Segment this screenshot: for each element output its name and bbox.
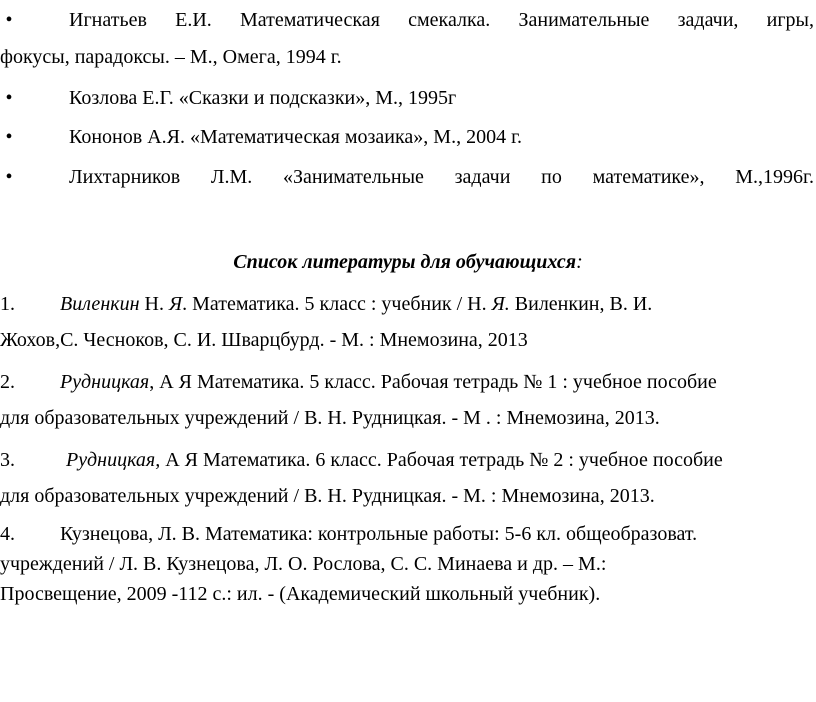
bullet-marker: • — [5, 9, 13, 31]
reference-item-3 — [0, 442, 814, 514]
section-title-text: Список литературы для обучающихся — [233, 251, 577, 273]
reference-text: , А Я Математика. 5 класс. Рабочая тетрадь № 1 : учебное пособие — [149, 371, 717, 393]
bullet-text-line1: Игнатьев Е.И. Математическая смекалка. Занимательные задачи, игры, — [69, 9, 814, 31]
bullet-marker: • — [5, 126, 13, 148]
reference-initials: Н. — [139, 293, 169, 315]
reference-line-2: учреждений / Л. В. Кузнецова, Л. О. Рослова, С. С. Минаева и др. – М.: — [0, 553, 607, 575]
bullet-text-line2: фокусы, парадоксы. – М., Омега, 1994 г. — [0, 46, 342, 68]
reference-item-4 — [0, 519, 814, 609]
bullet-text-line1: Лихтарников Л.М. «Занимательные задачи по математике», М.,1996г. — [69, 166, 814, 188]
bullet-text-line1: Кононов А.Я. «Математическая мозаика», М., 2004 г. — [69, 126, 523, 148]
reference-number: 1. — [0, 293, 15, 315]
reference-line-2: для образовательных учреждений / В. Н. Рудницкая. - М . : Мнемозина, 2013. — [0, 407, 660, 429]
reference-line — [0, 519, 814, 549]
section-title — [0, 247, 816, 277]
reference-line — [0, 364, 814, 400]
reference-text: . Математика. 5 класс : учебник / Н. — [182, 293, 492, 315]
reference-text: А Я Математика. 6 класс. Рабочая тетрадь № 2 : учебное пособие — [160, 449, 723, 471]
reference-number: 2. — [0, 371, 15, 393]
reference-initial-italic: Я — [168, 293, 183, 315]
bullet-item-kononov — [0, 119, 814, 156]
bullet-text-line1: Козлова Е.Г. «Сказки и подсказки», М., 1995г — [69, 87, 457, 109]
reference-author: Рудницкая, — [66, 449, 161, 471]
reference-item-2 — [0, 364, 814, 436]
bullet-item-likhtarnikov — [0, 159, 814, 196]
reference-text-tail: Виленкин, В. И. — [509, 293, 653, 315]
reference-line — [0, 286, 814, 322]
reference-author: Виленкин — [60, 293, 140, 315]
reference-number: 3. — [0, 449, 15, 471]
section-title-colon: : — [576, 251, 583, 273]
reference-line-2: для образовательных учреждений / В. Н. Рудницкая. - М. : Мнемозина, 2013. — [0, 485, 655, 507]
reference-line-3: Просвещение, 2009 -112 с.: ил. - (Академический школьный учебник). — [0, 583, 601, 605]
reference-line-2: Жохов,С. Чесноков, С. И. Шварцбурд. - М. : Мнемозина, 2013 — [0, 329, 528, 351]
reference-text-italic: Я. — [491, 293, 510, 315]
reference-text: Кузнецова, Л. В. Математика: контрольные работы: 5-6 кл. общеобразоват. — [60, 523, 698, 545]
bullet-item-ignatyev — [0, 2, 814, 76]
bullet-item-kozlova — [0, 80, 814, 117]
reference-item-1 — [0, 286, 814, 358]
reference-line — [0, 442, 814, 478]
bullet-marker: • — [5, 166, 13, 188]
reference-author: Рудницкая — [60, 371, 150, 393]
reference-number: 4. — [0, 523, 15, 545]
bullet-marker: • — [5, 87, 13, 109]
